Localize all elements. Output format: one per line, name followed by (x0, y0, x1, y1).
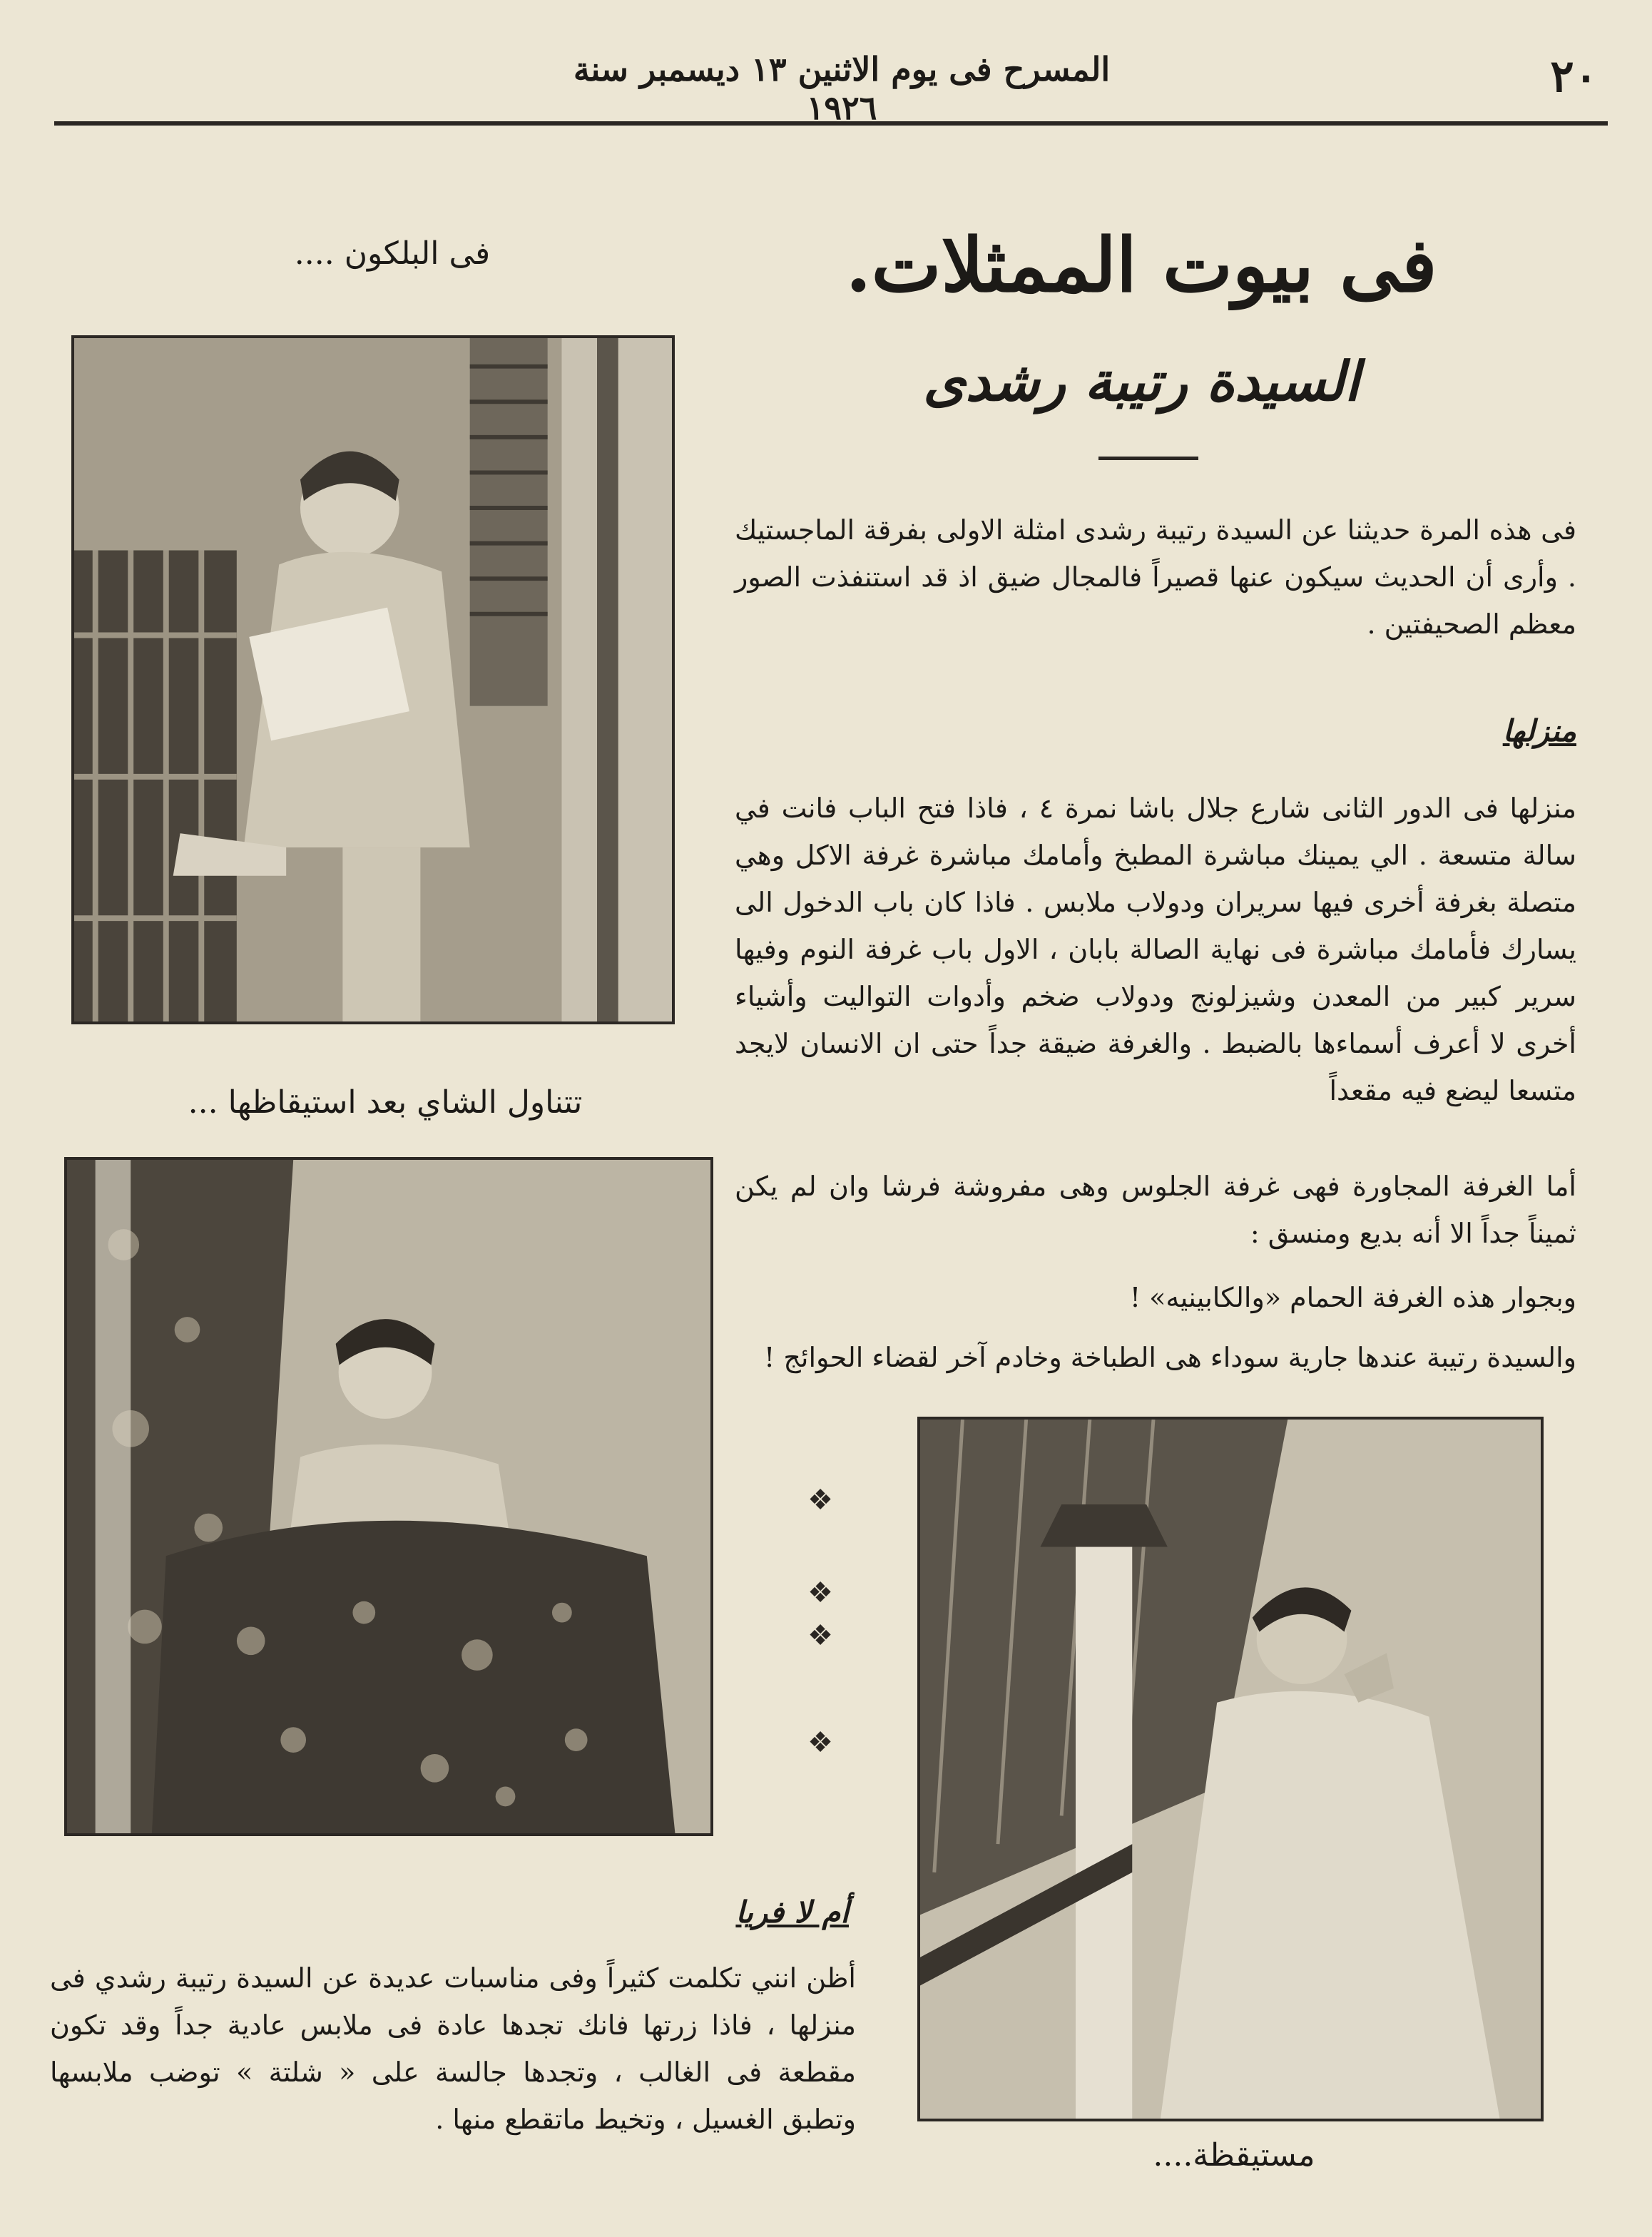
running-title: المسرح فى يوم الاثنين ١٣ ديسمبر سنة ١٩٢٦ (573, 50, 1111, 127)
tea-photo (64, 1157, 713, 1836)
home-paragraph-3: وبجوار هذه الغرفة الحمام «والكابينيه» ! (1129, 1282, 1576, 1313)
awake-caption: مستيقظة.... (1153, 2137, 1315, 2174)
home-paragraph-1: منزلها فى الدور الثانى شارع جلال باشا نمرة ٤ ، فاذا فتح الباب فانت في سالة متسعة . الي يمينك مباشرة المطبخ وأمامك مباشرة غرفة الاكل وهي متصلة بغرفة أخرى فيها سريران ودولاب ملابس . فاذا كان باب الدخول الى يسارك فأمامك مباشرة فى نهاية الصالة بابان ، الاول باب غرفة النوم وفيها سرير كبير من المعدن وشيزلونج ودولاب ضخم وأدوات التواليت وأشياء أخرى لا أعرف أسماءها بالضبط . والغرفة ضيقة جداً حتى ان الانسان لايجد متسعا ليضع فيه مقعداً (735, 793, 1576, 1106)
page-number: ٢٠ (1550, 50, 1598, 102)
title-rule (1098, 457, 1198, 460)
section-heading-home: منزلها (1502, 713, 1576, 748)
ornament-4: ❖ (807, 1726, 833, 1759)
ornament-1: ❖ (807, 1484, 833, 1517)
ornament-2: ❖ (807, 1576, 833, 1609)
awake-photo (917, 1417, 1544, 2121)
ornament-3: ❖ (807, 1619, 833, 1652)
home-paragraph-4: والسيدة رتيبة عندها جارية سوداء هى الطباخة وخادم آخر لقضاء الحوائج ! (764, 1342, 1576, 1373)
awake-photo-image (920, 1420, 1541, 2119)
morning-paragraph: أظن انني تكلمت كثيراً وفى مناسبات عديدة عن السيدة رتيبة رشدي فى منزلها ، فاذا زرتها فانك تجدها عادة فى ملابس عادية جداً وقد تكون مقطعة فى الغالب ، وتجدها جالسة على « شلتة » توضب ملابسها وتطبق الغسيل ، وتخيط ماتقطع منها . (50, 1962, 856, 2135)
balcony-caption: فى البلكون .... (294, 235, 491, 272)
balcony-photo (71, 335, 675, 1024)
tea-photo-image (67, 1160, 710, 1833)
section-heading-morning: أم لا فريا (735, 1895, 849, 1930)
article-title: فى بيوت الممثلات. (845, 221, 1437, 309)
intro-paragraph: فى هذه المرة حديثنا عن السيدة رتيبة رشدى امثلة الاولى بفرقة الماجستيك . وأرى أن الحديث سيكون عنها قصيراً فالمجال ضيق اذ قد استنفذت الصور معظم الصحيفتين . (735, 514, 1576, 640)
home-paragraph-2: أما الغرفة المجاورة فهى غرفة الجلوس وهى مفروشة فرشا وان لم يكن ثميناً جداً الا أنه بديع ومنسق : (735, 1171, 1576, 1249)
header-rule (54, 121, 1608, 126)
article-subtitle: السيدة رتيبة رشدى (923, 350, 1360, 413)
tea-caption: تتناول الشاي بعد استيقاظها ... (188, 1084, 583, 1121)
balcony-photo-image (74, 338, 672, 1021)
